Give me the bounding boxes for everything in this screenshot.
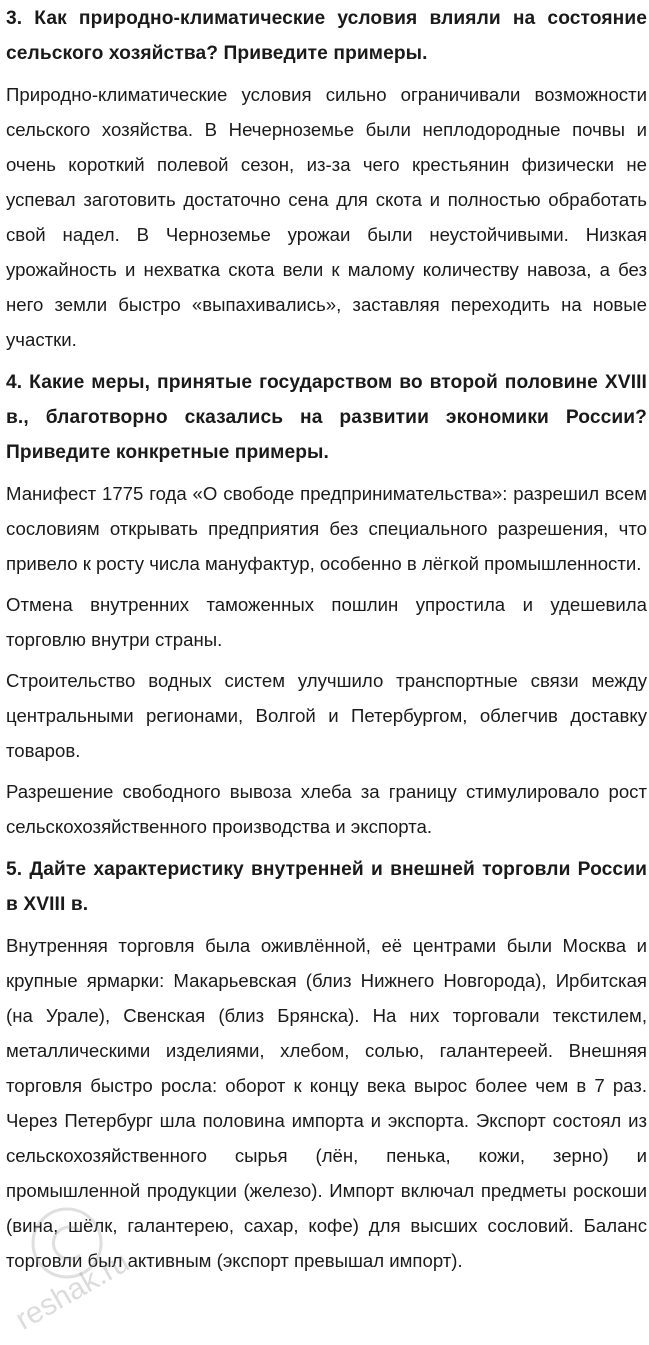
question-4-answer-customs: Отмена внутренних таможенных пошлин упростила и удешевила торговлю внутри страны. [6,594,647,650]
question-4-section [6,365,647,844]
document-page [6,0,647,1278]
question-4-heading: 4. Какие меры, принятые государством во второй половине XVIII в., благотворно сказались на развитии экономики России? Приведите конкретные примеры. [6,372,647,463]
watermark-text: reshak.ru [10,1245,135,1337]
question-5-section [6,852,647,1278]
question-4-answer-waterways: Строительство водных систем улучшило транспортные связи между центральными регионами, Волгой и Петербургом, облегчив доставку товаров. [6,670,647,761]
question-4-answer-manifesto: Манифест 1775 года «О свободе предпринимательства»: разрешил всем сословиям открывать предприятия без специального разрешения, что привело к росту числа мануфактур, особенно в лёгкой промышленности. [6,483,647,574]
question-5-heading: 5. Дайте характеристику внутренней и внешней торговли России в XVIII в. [6,859,647,915]
question-4-answer-grain-export: Разрешение свободного вывоза хлеба за границу стимулировало рост сельскохозяйственного производства и экспорта. [6,781,647,837]
question-5-answer: Внутренняя торговля была оживлённой, её центрами были Москва и крупные ярмарки: Макарьевская (близ Нижнего Новгорода), Ирбитская (на Урале), Свенская (близ Брянска). На них торговали текстилем, металлическими изделиями, хлебом, солью, галантереей. Внешняя торговля быстро росла: оборот к концу века вырос более чем в 7 раз. Через Петербург шла половина импорта и экспорта. Экспорт состоял из сельскохозяйственного сырья (лён, пенька, кожи, зерно) и промышленной продукции (железо). Импорт включал предметы роскоши (вина, шёлк, галантерею, сахар, кофе) для высших сословий. Баланс торговли был активным (экспорт превышал импорт). [6,935,647,1271]
question-3-section [6,1,647,357]
question-3-answer: Природно-климатические условия сильно ограничивали возможности сельского хозяйства. В Нечерноземье были неплодородные почвы и очень короткий полевой сезон, из-за чего крестьянин физически не успевал заготовить достаточно сена для скота и полностью обработать свой надел. В Черноземье урожаи были неустойчивыми. Низкая урожайность и нехватка скота вели к малому количеству навоза, а без него земли быстро «выпахивались», заставляя переходить на новые участки. [6,84,647,350]
question-3-heading: 3. Как природно-климатические условия влияли на состояние сельского хозяйства? Приведите примеры. [6,8,647,64]
